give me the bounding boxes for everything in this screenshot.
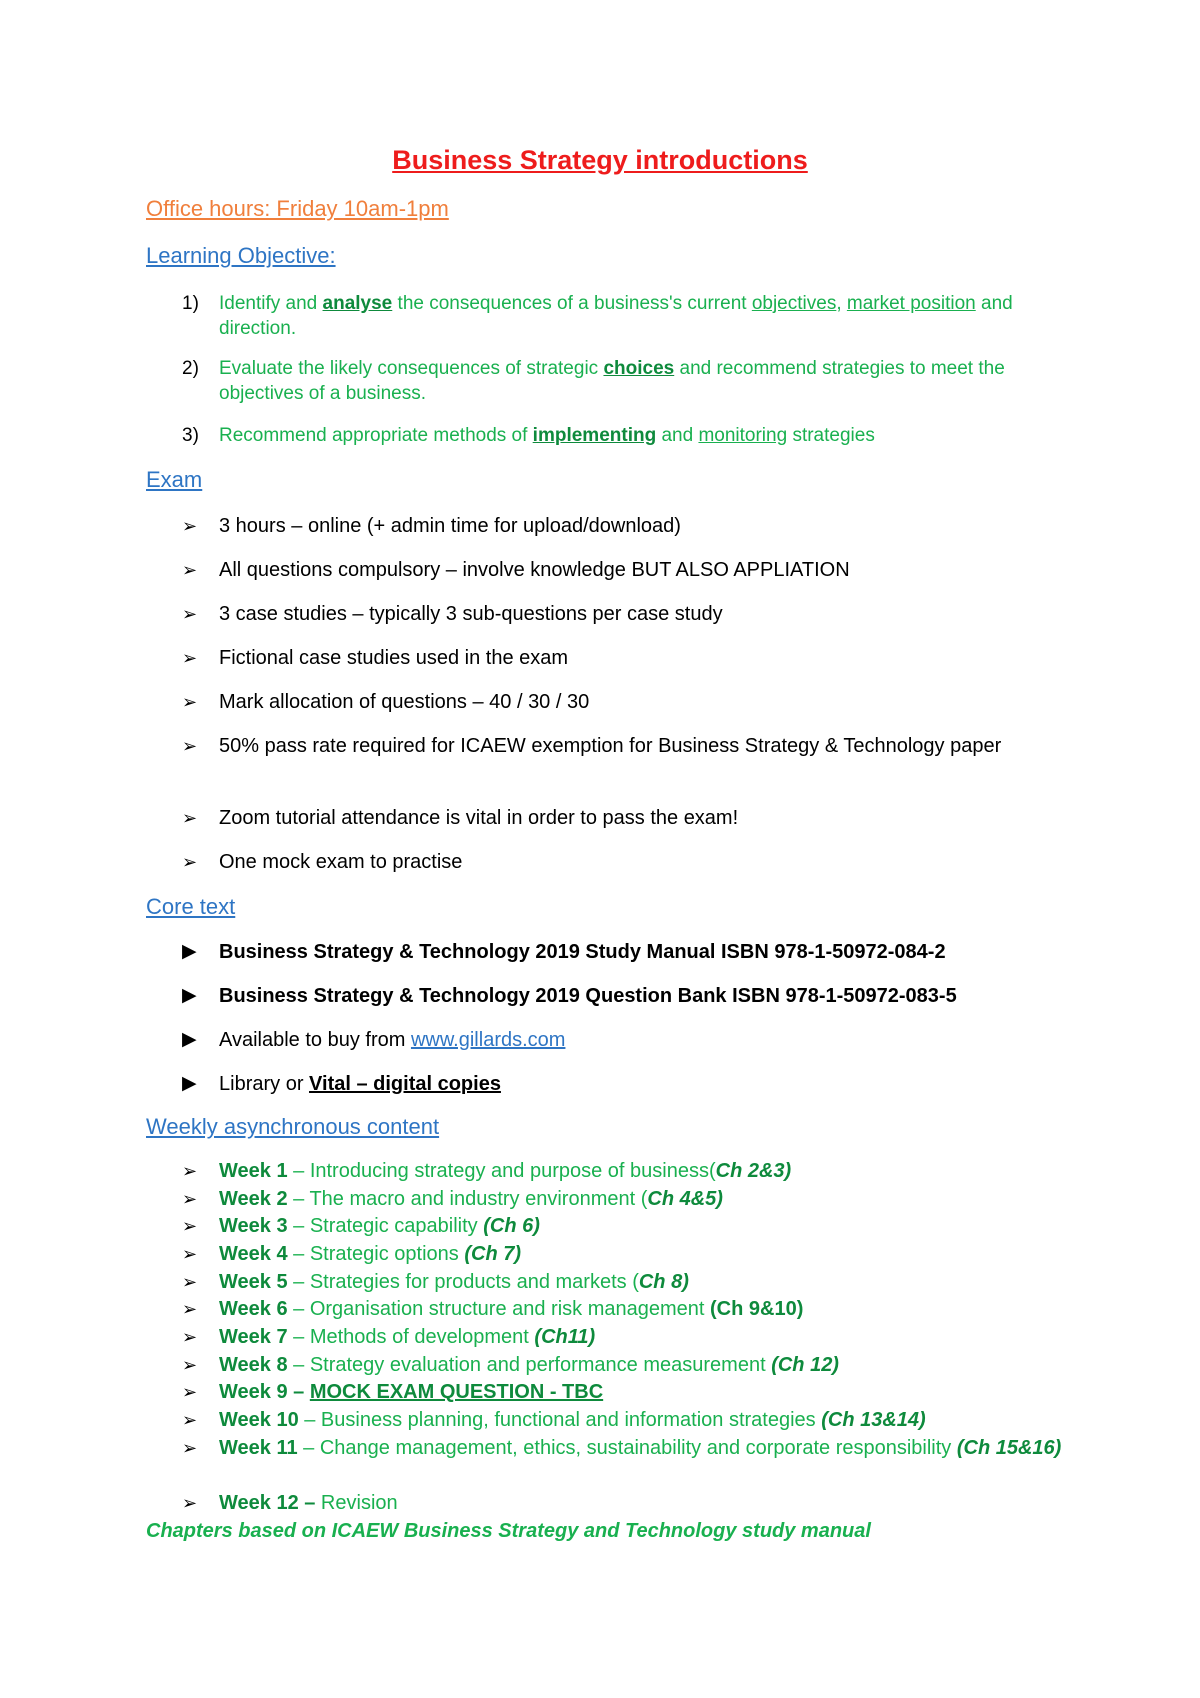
triangle-icon: ▶ xyxy=(182,985,197,1006)
arrowhead-icon: ➢ xyxy=(182,852,198,872)
vital-copies: Vital – digital copies xyxy=(309,1073,501,1095)
arrowhead-icon: ➢ xyxy=(182,1272,198,1292)
arrowhead-icon: ➢ xyxy=(182,1355,198,1375)
objective-text: Evaluate the likely consequences of strategic choices and recommend strategies to meet the objectives of a business. xyxy=(219,358,1005,404)
arrowhead-icon: ➢ xyxy=(182,1493,198,1513)
arrowhead-icon: ➢ xyxy=(182,1216,198,1236)
office-hours: Office hours: Friday 10am-1pm xyxy=(146,196,449,221)
arrowhead-icon: ➢ xyxy=(182,1327,198,1347)
chapters-note: Chapters based on ICAEW Business Strategy and Technology study manual xyxy=(146,1520,871,1542)
objective-number: 2) xyxy=(182,358,199,379)
arrowhead-icon: ➢ xyxy=(182,692,198,712)
arrowhead-icon: ➢ xyxy=(182,1438,198,1458)
triangle-icon: ▶ xyxy=(182,1029,197,1050)
arrowhead-icon: ➢ xyxy=(182,1244,198,1264)
arrowhead-icon: ➢ xyxy=(182,736,198,756)
arrowhead-icon: ➢ xyxy=(182,1161,198,1181)
objective-number: 1) xyxy=(182,293,199,314)
page-title: Business Strategy introductions xyxy=(392,145,808,175)
objective-text: Recommend appropriate methods of implementing and monitoring strategies xyxy=(219,425,875,446)
gillards-link[interactable]: www.gillards.com xyxy=(410,1029,566,1051)
arrowhead-icon: ➢ xyxy=(182,1410,198,1430)
arrowhead-icon: ➢ xyxy=(182,1382,198,1402)
arrowhead-icon: ➢ xyxy=(182,560,198,580)
arrowhead-icon: ➢ xyxy=(182,1189,198,1209)
arrowhead-icon: ➢ xyxy=(182,648,198,668)
learning-heading: Learning Objective: xyxy=(146,243,336,268)
mock-exam-label: MOCK EXAM QUESTION - TBC xyxy=(309,1381,604,1403)
arrowhead-icon: ➢ xyxy=(182,1299,198,1319)
objective-text: Identify and analyse the consequences of a business's current objectives, market position and direction. xyxy=(219,293,1013,339)
objective-number: 3) xyxy=(182,425,199,446)
arrowhead-icon: ➢ xyxy=(182,516,198,536)
core-heading: Core text xyxy=(146,894,236,919)
arrowhead-icon: ➢ xyxy=(182,808,198,828)
arrowhead-icon: ➢ xyxy=(182,604,198,624)
triangle-icon: ▶ xyxy=(182,941,197,962)
triangle-icon: ▶ xyxy=(182,1073,197,1094)
exam-heading: Exam xyxy=(146,467,203,492)
weekly-heading: Weekly asynchronous content xyxy=(146,1114,440,1139)
document-page: Business Strategy introductions Office hours: Friday 10am-1pm Learning Objective: 1) Identify and analyse the consequences of a business's current objectives, market position and direction. 2) Evaluate the likely consequences of strategic choices and recommend strategies to meet the objectives of a business. 3) Recommend appropriate methods of implementing and monitoring strategies Exam ➢ 3 hours – online (+ admin time for upload/download) ➢ All questions compulsory – involve knowledge BUT ALSO APPLIATION ➢ 3 case studies – typically 3 sub-questions per case study ➢ Fictional case studies used in the exam ➢ Mark allocation of questions – 40 / 30 / 30 ➢ 50% pass rate required for ICAEW exemption for Business Strategy & Technology paper ➢ Zoom tutorial attendance is vital in order to pass the exam! ➢ One mock exam to practise Core text ▶ Business Strategy & Technology 2019 Study Manual ISBN 978-1-50972-084-2 ▶ Business Strategy & Technology 2019 Question Bank ISBN 978-1-50972-083-5 ▶ Available to buy from www.gillards.com ▶ Library or Vital – digital copies Weekly asynchronous content ➢ Week 1 – Introducing strategy and purpose of business(Ch 2&3) ➢ Week 2 – The macro and industry environment (Ch 4&5) ➢ Week 3 – Strategic capability (Ch 6) ➢ Week 4 – Strategic options (Ch 7) ➢ Week 5 – Strategies for products and markets (Ch 8) ➢ Week 6 – Organisation structure and risk management (Ch 9&10) ➢ Week 7 – Methods of development (Ch11) ➢ Week 8 – Strategy evaluation and performance measurement (Ch 12) ➢ Week 9 – MOCK EXAM QUESTION - TBC ➢ Week 10 – Business planning, functional and information strategies (Ch 13&14) ➢ Week 11 – Change management, ethics, sustainability and corporate responsibility (Ch 15&16) ➢ Week 12 – Revision Chapters based on ICAEW Business Strategy and Technology study manual xyxy=(0,0,1200,1698)
